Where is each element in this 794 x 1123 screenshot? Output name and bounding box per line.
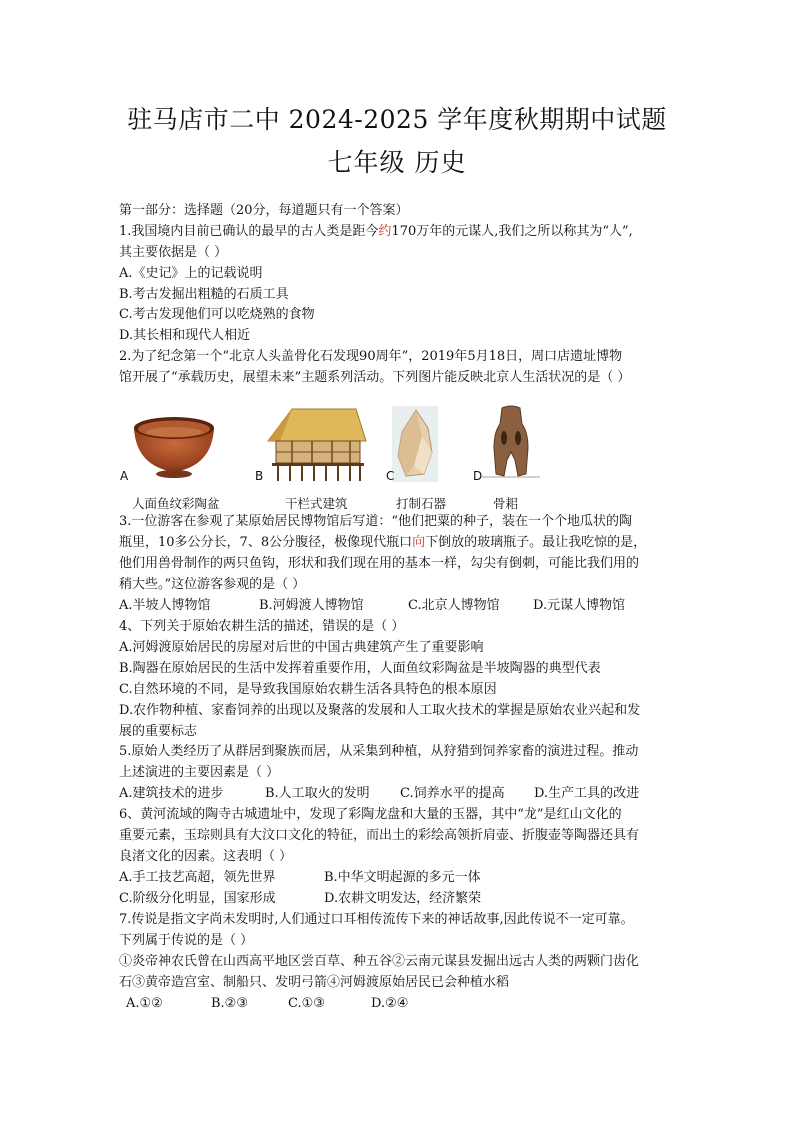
- painted-pottery-basin-image: [126, 408, 222, 480]
- exam-subtitle: 七年级 历史: [327, 148, 467, 177]
- q3-option-c: C.北京人博物馆: [408, 598, 500, 613]
- q5-option-a: A.建筑技术的进步: [119, 786, 224, 801]
- q3-stem-highlight: 向: [412, 535, 426, 550]
- q3-option-a: A.半坡人博物馆: [119, 598, 211, 613]
- stilt-house-image: [262, 405, 370, 483]
- caption-c: 打制石器: [396, 496, 447, 511]
- q3-stem-2b: 下倒放的玻璃瓶子。最让我吃惊的是，: [425, 535, 647, 550]
- caption-b: 干栏式建筑: [285, 496, 348, 511]
- q7-stem-line3: ①炎帝神农氏曾在山西高平地区尝百草、种五谷②云南元谋县发掘出远古人类的两颗门齿化: [119, 954, 640, 969]
- q7-option-c: C.①③: [288, 996, 325, 1011]
- q2-stem-line1: 2.为了纪念第一个“北京人头盖骨化石发现90周年”，2019年5月18日，周口店遗址博物: [119, 349, 623, 364]
- q6-option-d: D.农耕文明发达，经济繁荣: [324, 891, 482, 906]
- q6-option-b: B.中华文明起源的多元一体: [324, 870, 481, 885]
- q5-option-d: D.生产工具的改进: [534, 786, 640, 801]
- bone-spade-image: [482, 404, 540, 480]
- q6-stem-line3: 良渚文化的因素。这表明（ ）: [119, 849, 293, 864]
- q7-option-b: B.②③: [211, 996, 248, 1011]
- q3-stem-line1: 3.一位游客在参观了某原始居民博物馆后写道：“他们把粟的种子，装在一个个地瓜状的陶: [119, 514, 633, 529]
- q4-option-a: A.河姆渡原始居民的房屋对后世的中国古典建筑产生了重要影响: [119, 640, 484, 655]
- q1-option-c: C.考古发现他们可以吃烧熟的食物: [119, 307, 315, 322]
- q1-stem-b: 170万年的元谋人,我们之所以称其为“人”,: [391, 224, 633, 239]
- image-label-d: D: [473, 469, 483, 483]
- caption-a: 人面鱼纹彩陶盆: [132, 496, 220, 511]
- section-heading: 第一部分：选择题（20分，每道题只有一个答案）: [119, 203, 409, 218]
- q7-stem-line2: 下列属于传说的是（ ）: [119, 933, 254, 948]
- q4-option-c: C.自然环境的不同，是导致我国原始农耕生活各具特色的根本原因: [119, 682, 497, 697]
- q1-option-d: D.其长相和现代人相近: [119, 328, 251, 343]
- q1-option-a: A.《史记》上的记载说明: [119, 266, 263, 281]
- q3-stem-line4: 稍大些。”这位游客参观的是（ ）: [119, 577, 306, 592]
- q1-stem-line2: 其主要依据是（ ）: [119, 245, 228, 260]
- q6-option-a: A.手工技艺高超，领先世界: [119, 870, 276, 885]
- q7-stem-line4: 石③黄帝造宫室、制船只、发明弓箭④河姆渡原始居民已会种植水稻: [119, 975, 510, 990]
- image-label-a: A: [120, 469, 129, 483]
- chipped-stone-tool-image: [392, 406, 438, 482]
- q5-stem-line1: 5.原始人类经历了从群居到聚族而居，从采集到种植，从狩猎到饲养家畜的演进过程。推动: [119, 744, 639, 759]
- q1-stem-highlight: 约: [378, 224, 392, 239]
- q3-stem-line3: 他们用兽骨制作的两只鱼钩，形状和我们现在用的基本一样，勾尖有倒刺，可能比我们用的: [119, 556, 640, 571]
- q1-stem-a: 1.我国境内目前已确认的最早的古人类是距今: [119, 224, 379, 239]
- q4-option-d-line1: D.农作物种植、家畜饲养的出现以及聚落的发展和人工取火技术的掌握是原始农业兴起和发: [119, 703, 641, 718]
- q5-option-b: B.人工取火的发明: [265, 786, 370, 801]
- q1-option-b: B.考古发掘出粗糙的石质工具: [119, 287, 289, 302]
- q6-stem-line2: 重要元素，玉琮则具有大汶口文化的特征，而出土的彩绘高领折肩壶、折腹壶等陶器还具有: [119, 828, 640, 843]
- q4-stem: 4、下列关于原始农耕生活的描述，错误的是（ ）: [119, 619, 405, 634]
- exam-title: 驻马店市二中 2024-2025 学年度秋期期中试题: [127, 105, 667, 134]
- image-label-b: B: [255, 469, 264, 483]
- q3-option-d: D.元谋人博物馆: [533, 598, 626, 613]
- q5-option-c: C.饲养水平的提高: [400, 786, 505, 801]
- q7-stem-line1: 7.传说是指文字尚未发明时,人们通过口耳相传流传下来的神话故事,因此传说不一定可靠。: [119, 912, 634, 927]
- q3-option-b: B.河姆渡人博物馆: [259, 598, 364, 613]
- image-label-c: C: [386, 469, 395, 483]
- q2-stem-line2: 馆开展了“承载历史，展望未来”主题系列活动。下列图片能反映北京人生活状况的是（ ）: [119, 370, 631, 385]
- q5-stem-line2: 上述演进的主要因素是（ ）: [119, 765, 280, 780]
- q6-stem-line1: 6、黄河流域的陶寺古城遗址中，发现了彩陶龙盘和大量的玉器，其中“龙”是红山文化的: [119, 807, 622, 822]
- q3-stem-line2: [119, 535, 646, 551]
- q3-stem-2a: 瓶里，10多公分长，7、8公分腹径，极像现代瓶口: [119, 535, 413, 550]
- q4-option-b: B.陶器在原始居民的生活中发挥着重要作用，人面鱼纹彩陶盆是半坡陶器的典型代表: [119, 661, 601, 676]
- caption-d: 骨耜: [493, 496, 519, 511]
- q6-option-c: C.阶级分化明显，国家形成: [119, 891, 276, 906]
- q7-option-a: A.①②: [126, 996, 163, 1011]
- q1-stem-line1: [119, 224, 633, 240]
- q7-option-d: D.②④: [371, 996, 409, 1011]
- q4-option-d-line2: 展的重要标志: [119, 724, 198, 739]
